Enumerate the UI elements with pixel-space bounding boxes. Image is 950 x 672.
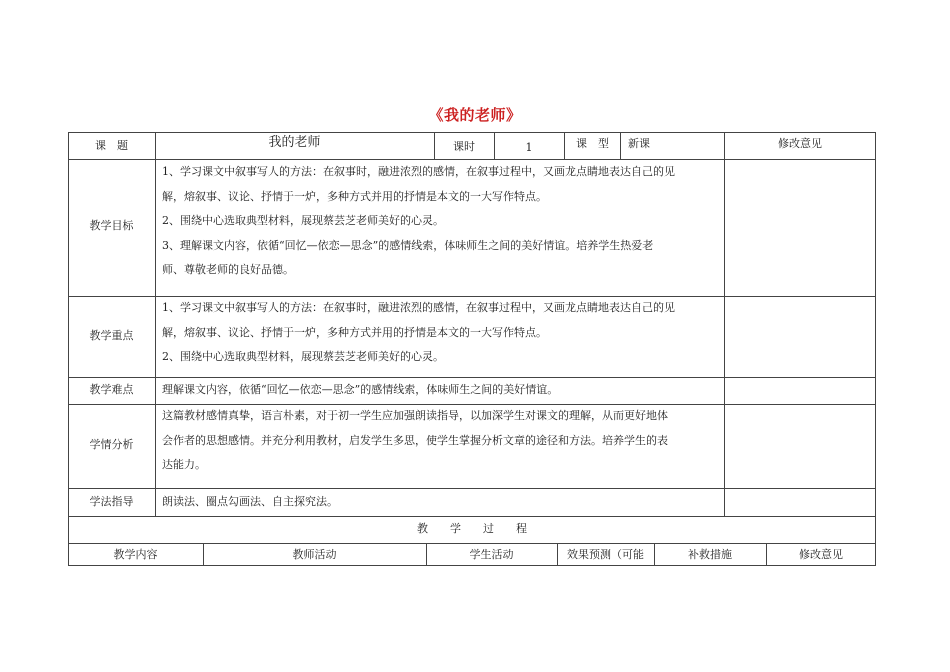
type-label: 课 型 (576, 137, 609, 150)
analysis-label: 学情分析 (89, 438, 134, 451)
goals-line: 3、理解课文内容，依循“回忆—依恋—思念”的感情线索，体味师生之间的美好情谊。培养学生热爱老 (162, 238, 654, 252)
table-line (155, 132, 156, 516)
goals-text (162, 160, 675, 283)
goals-label: 教学目标 (89, 219, 134, 232)
table-line (68, 377, 876, 378)
process-header-revision: 修改意见 (799, 548, 843, 561)
difficulty-text: 理解课文内容，依循“回忆—依恋—思念”的感情线索，体味师生之间的美好情谊。 (162, 383, 559, 396)
table-line (620, 132, 621, 159)
focus-label: 教学重点 (89, 329, 134, 342)
table-line (68, 565, 876, 566)
analysis-line: 会作者的思想感情。并充分利用教材，启发学生多思，使学生掌握分析文章的途径和方法。培养学生的表 (162, 433, 668, 447)
process-header-effect: 效果预测（可能 (567, 548, 644, 561)
focus-line: 解，熔叙事、议论、抒情于一炉，多种方式并用的抒情是本文的一大写作特点。 (162, 325, 547, 339)
table-line (68, 488, 876, 489)
topic-label: 课 题 (95, 139, 128, 152)
goals-line: 2、围绕中心选取典型材料，展现蔡芸芝老师美好的心灵。 (162, 214, 444, 227)
method-label: 学法指导 (89, 495, 134, 508)
process-header-remedy: 补救措施 (688, 548, 732, 561)
method-text: 朗读法、圈点勾画法、自主探究法。 (162, 495, 338, 508)
table-line (68, 516, 876, 517)
analysis-text (162, 404, 668, 478)
focus-text (162, 296, 675, 370)
table-line (68, 132, 876, 133)
hours-label: 课时 (453, 140, 475, 153)
difficulty-label: 教学难点 (89, 383, 134, 396)
table-line (68, 543, 876, 544)
table-line (564, 132, 565, 159)
goals-line: 师、尊敬老师的良好品德。 (162, 263, 294, 276)
process-title: 教 学 过 程 (417, 522, 527, 535)
table-line (875, 132, 876, 566)
page-title: 《我的老师》 (428, 106, 522, 124)
revision-header: 修改意见 (778, 137, 822, 150)
focus-line: 1、学习课文中叙事写人的方法：在叙事时，融进浓烈的感情，在叙事过程中，又画龙点睛地表达自己的见 (162, 301, 675, 314)
analysis-line: 达能力。 (162, 458, 206, 471)
type-value: 新课 (628, 137, 650, 150)
analysis-line: 这篇教材感情真挚，语言朴素，对于初一学生应加强朗读指导，以加深学生对课文的理解，从而更好地体 (162, 409, 668, 422)
goals-line: 1、学习课文中叙事写人的方法：在叙事时，融进浓烈的感情，在叙事过程中，又画龙点睛地表达自己的见 (162, 165, 675, 178)
hours-value: 1 (525, 141, 533, 154)
process-header-student: 学生活动 (469, 548, 514, 561)
process-header-content: 教学内容 (113, 548, 158, 561)
table-line (724, 132, 725, 516)
process-header-teacher: 教师活动 (292, 548, 337, 561)
focus-line: 2、围绕中心选取典型材料，展现蔡芸芝老师美好的心灵。 (162, 350, 444, 363)
topic-value: 我的老师 (268, 135, 321, 150)
goals-line: 解，熔叙事、议论、抒情于一炉，多种方式并用的抒情是本文的一大写作特点。 (162, 189, 547, 203)
